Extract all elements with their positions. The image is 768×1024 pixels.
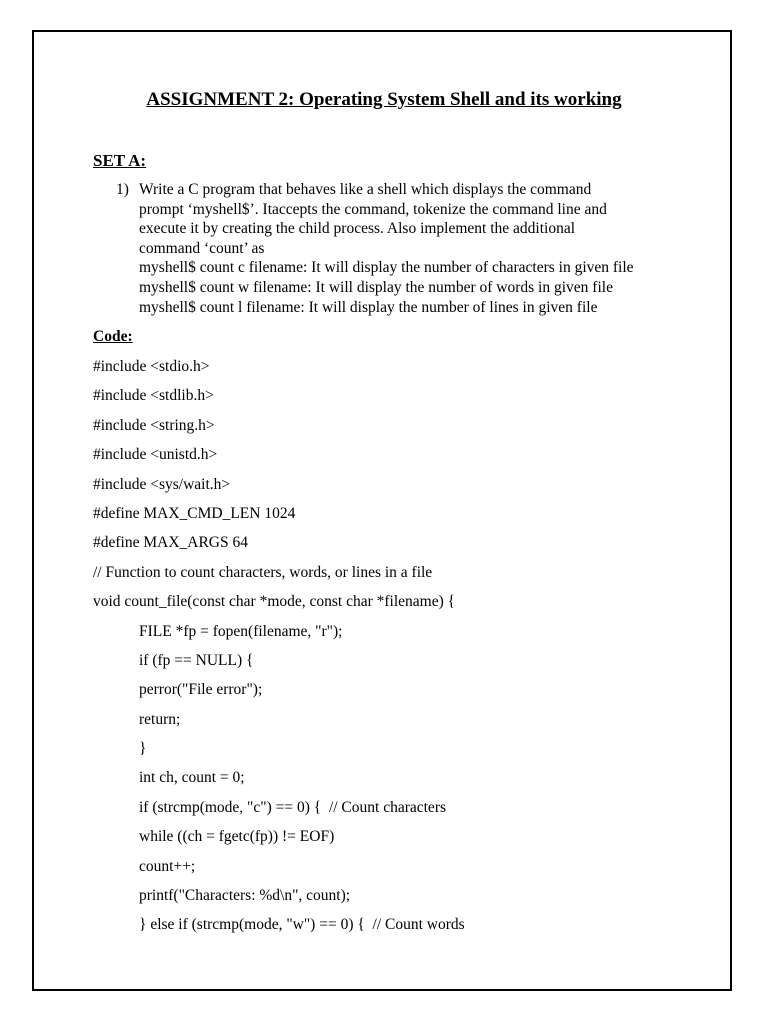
code-block bbox=[93, 357, 693, 945]
document-title: ASSIGNMENT 2: Operating System Shell and its working bbox=[146, 89, 622, 110]
code-line: perror("File error"); bbox=[139, 681, 263, 699]
code-line: return; bbox=[139, 710, 181, 728]
code-line: #include <sys/wait.h> bbox=[93, 475, 231, 493]
question-line: command ‘count’ as bbox=[139, 239, 265, 257]
question-line: myshell$ count w filename: It will display the number of words in given file bbox=[139, 278, 613, 296]
code-line: printf("Characters: %d\n", count); bbox=[139, 887, 351, 905]
code-line: FILE *fp = fopen(filename, "r"); bbox=[139, 622, 343, 640]
code-line: #include <string.h> bbox=[93, 416, 215, 434]
code-line: if (strcmp(mode, "c") == 0) { // Count characters bbox=[139, 798, 447, 816]
code-line: #include <unistd.h> bbox=[93, 446, 218, 464]
question-line: myshell$ count l filename: It will display the number of lines in given file bbox=[139, 298, 598, 316]
question-line: myshell$ count c filename: It will display the number of characters in given file bbox=[139, 259, 634, 277]
question-number: 1) bbox=[116, 181, 129, 198]
code-line: #define MAX_ARGS 64 bbox=[93, 534, 248, 552]
code-line: } else if (strcmp(mode, "w") == 0) { // Count words bbox=[139, 916, 465, 934]
code-line: void count_file(const char *mode, const char *filename) { bbox=[93, 593, 456, 611]
code-line: #include <stdlib.h> bbox=[93, 387, 214, 405]
code-line: if (fp == NULL) { bbox=[139, 651, 254, 669]
question-line: execute it by creating the child process. Also implement the additional bbox=[139, 220, 576, 238]
question-line: Write a C program that behaves like a shell which displays the command bbox=[139, 181, 592, 198]
question-line: prompt ‘myshell$’. Itaccepts the command, tokenize the command line and bbox=[139, 200, 607, 218]
code-heading: Code: bbox=[93, 328, 133, 345]
code-line: #define MAX_CMD_LEN 1024 bbox=[93, 504, 296, 522]
code-line: #include <stdio.h> bbox=[93, 358, 210, 375]
code-line: int ch, count = 0; bbox=[139, 769, 245, 787]
set-heading: SET A: bbox=[93, 151, 147, 170]
code-line: while ((ch = fgetc(fp)) != EOF) bbox=[139, 828, 335, 846]
code-line: // Function to count characters, words, or lines in a file bbox=[93, 563, 433, 581]
code-line: count++; bbox=[139, 857, 196, 875]
code-line: } bbox=[139, 740, 147, 758]
question-text bbox=[139, 180, 699, 317]
